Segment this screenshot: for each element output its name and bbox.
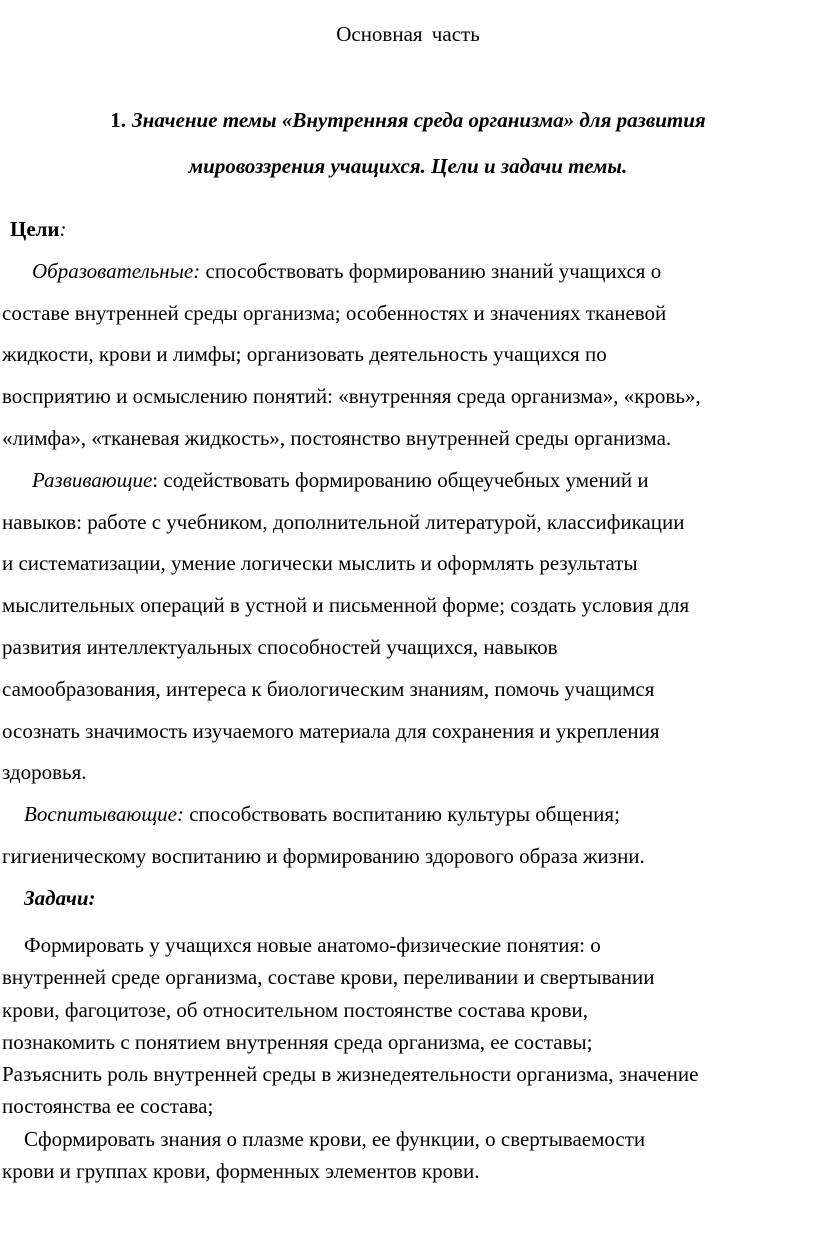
task-line-3: познакомить с понятием внутренняя среда организма, ее составы; (2, 1029, 593, 1054)
goals-label: Цели (10, 217, 60, 241)
goals-heading (2, 209, 812, 251)
developing-line-7: здоровья. (2, 760, 87, 785)
tasks-section (0, 929, 816, 1187)
developing-line-6: осознать значимость изучаемого материала для сохранения и укрепления (2, 718, 660, 743)
developing-line-1: навыков: работе с учебником, дополнительной литературой, классификации (2, 509, 685, 534)
educational-text-0: способствовать формированию знаний учащихся о (200, 258, 662, 283)
upbringing-label: Воспитывающие: (24, 802, 184, 827)
task-line-2: крови, фагоцитозе, об относительном постоянстве состава крови, (2, 997, 589, 1022)
task-line-4: Разъяснить роль внутренней среды в жизнедеятельности организма, значение (2, 1062, 699, 1087)
topic-title-line-1 (0, 97, 816, 143)
topic-number: 1. (110, 108, 126, 132)
topic-title-line-2: мировоззрения учащихся. Цели и задачи темы. (188, 154, 628, 178)
task-line-6: Сформировать знания о плазме крови, ее функции, о свертываемости (24, 1126, 646, 1151)
developing-line-4: развития интеллектуальных способностей учащихся, навыков (2, 634, 558, 659)
goals-label-suffix: : (59, 217, 67, 241)
developing-text-0: : содействовать формированию общеучебных умений и (152, 467, 649, 492)
upbringing-line-0 (2, 794, 812, 836)
upbringing-line-1: гигиеническому воспитанию и формированию здорового образа жизни. (2, 843, 645, 868)
developing-line-0 (2, 460, 812, 502)
task-line-1: внутренней среде организма, составе крови, переливании и свертывании (2, 965, 655, 990)
developing-label: Развивающие (32, 467, 153, 492)
topic-title (0, 97, 816, 189)
educational-line-0 (2, 251, 812, 293)
educational-line-2: жидкости, крови и лимфы; организовать деятельность учащихся по (2, 342, 607, 367)
developing-line-3: мыслительных операций в устной и письменной форме; создать условия для (2, 593, 690, 618)
educational-line-3: восприятию и осмыслению понятий: «внутренняя среда организма», «кровь», (2, 384, 701, 409)
developing-line-2: и систематизации, умение логически мыслить и оформлять результаты (2, 551, 638, 576)
tasks-heading (2, 878, 812, 920)
section-heading: Основная часть (336, 22, 480, 46)
goals-section (0, 209, 816, 920)
topic-title-text-1: Значение темы «Внутренняя среда организма» для развития (131, 108, 706, 132)
educational-label: Образовательные: (32, 258, 201, 283)
educational-line-1: составе внутренней среды организма; особенностях и значениях тканевой (2, 300, 667, 325)
task-line-7: крови и группах крови, форменных элементов крови. (2, 1159, 480, 1184)
developing-line-5: самообразования, интереса к биологическим знаниям, помочь учащимся (2, 676, 655, 701)
educational-line-4: «лимфа», «тканевая жидкость», постоянство внутренней среды организма. (2, 425, 672, 450)
tasks-label: Задачи: (24, 885, 96, 910)
task-line-0: Формировать у учащихся новые анатомо-физические понятия: о (24, 933, 601, 957)
upbringing-text-0: способствовать воспитанию культуры общения; (183, 802, 620, 827)
task-line-5: постоянства ее состава; (2, 1094, 214, 1119)
